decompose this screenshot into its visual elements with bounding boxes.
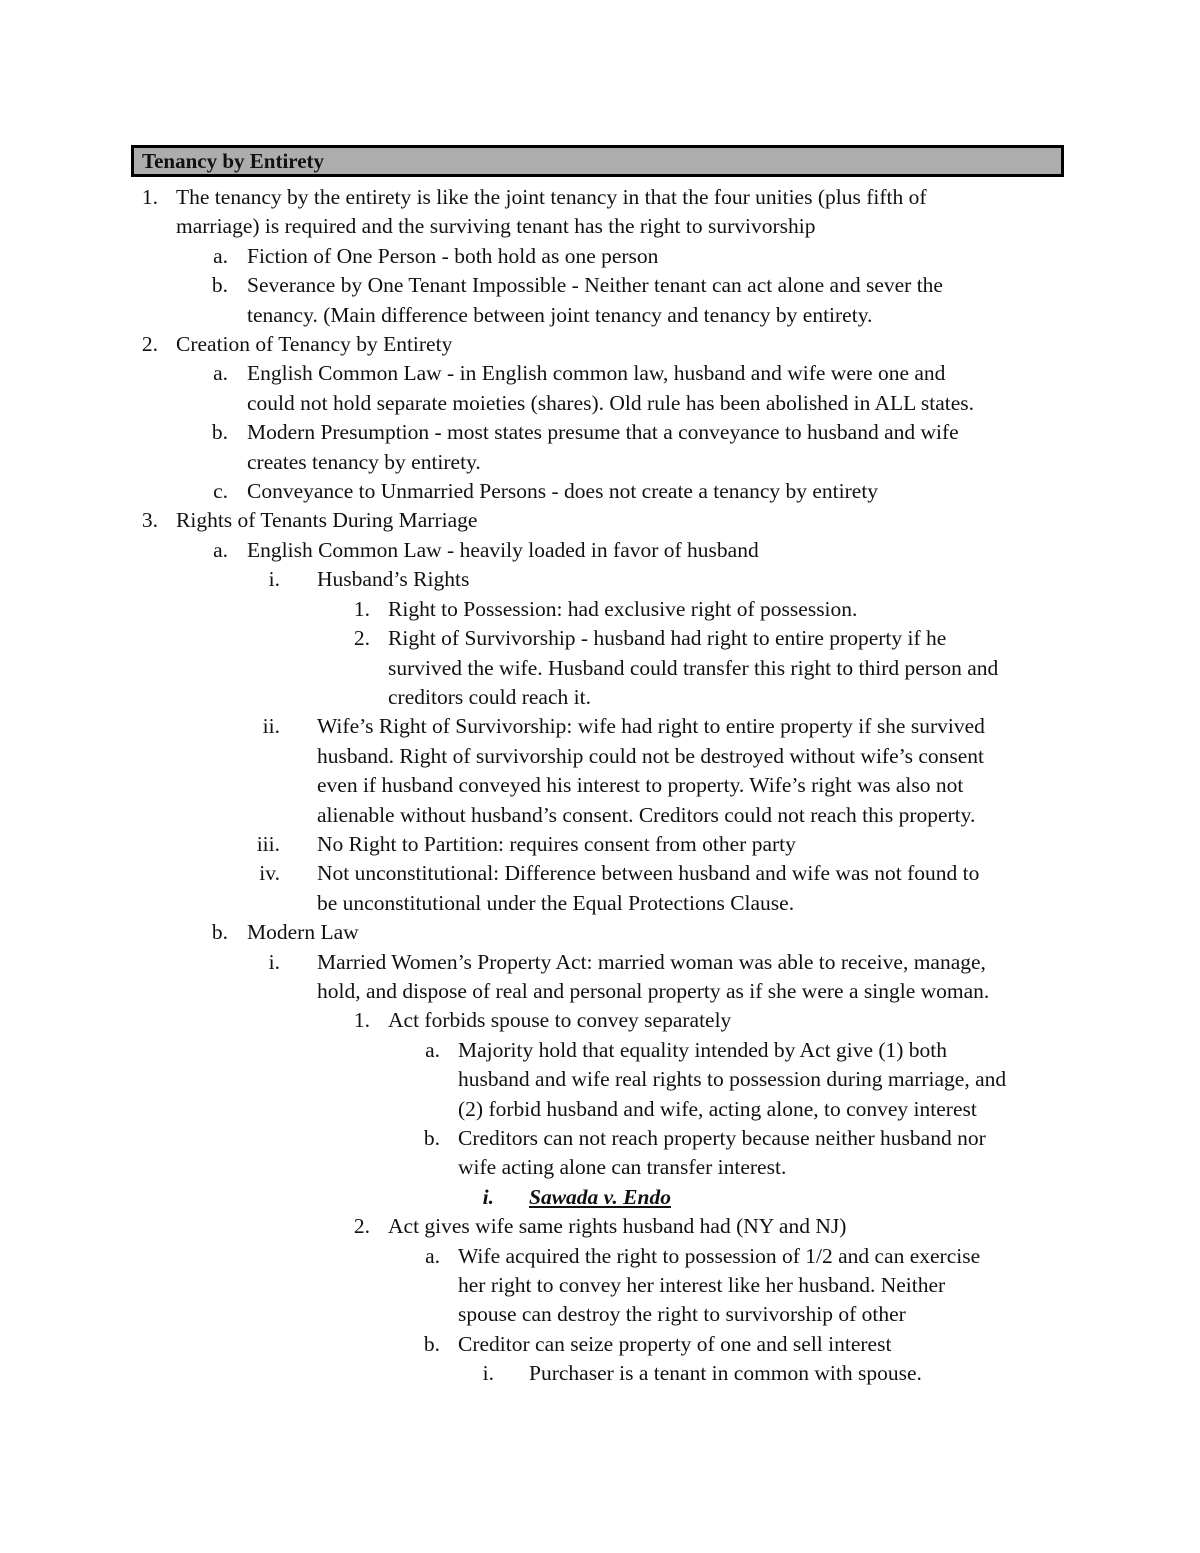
list-marker: c. [213,479,228,504]
outline-line [0,859,1200,888]
list-marker [0,771,280,800]
list-item-text: Wife acquired the right to possession of 1/2 and can exercise [458,1243,981,1268]
list-item-text: No Right to Partition: requires consent from other party [317,831,796,856]
outline-line [0,830,1200,859]
outline-line [0,1330,1200,1359]
list-item-text: spouse can destroy the right to survivorship of other [458,1302,906,1327]
outline-line [0,1153,1200,1182]
list-item-text: Majority hold that equality intended by Act give (1) both [458,1037,948,1062]
list-item-text: Act forbids spouse to convey separately [388,1008,732,1033]
list-item-text: Creditors can not reach property because neither husband nor [458,1126,986,1150]
list-marker: i. [268,949,280,974]
list-item-text: even if husband conveyed his interest to property. Wife’s right was also not [317,773,964,798]
list-item-text: hold, and dispose of real and personal property as if she were a single woman. [317,978,990,1003]
outline-line [0,683,1200,712]
list-item-text: Severance by One Tenant Impossible - Neither tenant can act alone and sever the [247,273,943,298]
outline-line [0,1095,1200,1124]
list-marker [0,977,280,1006]
list-item-text: creditors could reach it. [388,684,591,709]
outline-line [0,212,1200,241]
list-marker [0,889,280,918]
outline-line [0,330,1200,359]
list-item-text: wife acting alone can transfer interest. [458,1155,787,1180]
outline-line [0,536,1200,565]
outline-line [0,1065,1200,1094]
list-item-text: husband and wife real rights to possession during marriage, and [458,1067,1007,1092]
list-item-text: creates tenancy by entirety. [247,449,481,474]
list-item-text: be unconstitutional under the Equal Protections Clause. [317,890,795,915]
list-item-text: Modern Presumption - most states presume that a conveyance to husband and wife [247,420,959,445]
list-item-text: could not hold separate moieties (shares). Old rule has been abolished in ALL states. [247,390,975,415]
list-marker: iv. [259,861,280,886]
list-marker [0,1065,440,1094]
list-marker: 1. [141,185,158,209]
list-marker: b. [211,420,228,445]
list-marker: b. [423,1126,440,1150]
list-item-text: Purchaser is a tenant in common with spouse. [529,1361,922,1386]
list-marker [0,1153,440,1182]
list-item-text: Rights of Tenants During Marriage [176,508,478,533]
case-citation [0,1183,1200,1212]
list-marker [0,1300,440,1329]
list-marker: a. [425,1037,440,1062]
outline-line [0,1242,1200,1271]
list-marker: a. [425,1243,440,1268]
list-marker [0,448,228,477]
list-item-text: Married Women’s Property Act: married woman was able to receive, manage, [317,949,986,974]
list-item-text: Creditor can seize property of one and sell interest [458,1331,892,1356]
outline-line [0,771,1200,800]
list-item-text: survived the wife. Husband could transfer this right to third person and [388,655,999,680]
list-marker [0,212,158,241]
list-item-text: husband. Right of survivorship could not be destroyed without wife’s consent [317,743,985,768]
outline-line [0,742,1200,771]
outline-line [0,1300,1200,1329]
list-marker: i. [482,1361,494,1386]
list-marker [0,654,370,683]
outline-line [0,801,1200,830]
list-marker: 1. [353,1008,370,1033]
outline-line [0,1006,1200,1035]
outline-line [0,918,1200,947]
list-item-text: Creation of Tenancy by Entirety [176,332,453,357]
outline-line [0,506,1200,535]
outline-list [0,183,1200,1389]
list-marker: 2. [141,332,158,357]
outline-line [0,271,1200,300]
list-item-text: alienable without husband’s consent. Creditors could not reach this property. [317,802,976,827]
outline-line [0,183,1200,212]
outline-line [0,1271,1200,1300]
list-item-text: Conveyance to Unmarried Persons - does not create a tenancy by entirety [247,479,879,504]
outline-line [0,624,1200,653]
list-marker [0,742,280,771]
list-marker: 2. [353,1214,370,1239]
list-item-text: Not unconstitutional: Difference between husband and wife was not found to [317,861,980,886]
list-marker: b. [211,920,228,945]
list-item-text: marriage) is required and the surviving tenant has the right to survivorship [176,214,816,239]
list-marker: ii. [262,714,280,739]
list-marker: i. [268,567,280,592]
list-item-text: tenancy. (Main difference between joint tenancy and tenancy by entirety. [247,302,873,327]
list-marker: i. [482,1184,494,1209]
list-marker: 3. [141,508,158,533]
list-item-text: Fiction of One Person - both hold as one person [247,243,659,268]
list-marker [0,389,228,418]
list-item-text: (2) forbid husband and wife, acting alone, to convey interest [458,1096,977,1121]
list-item-text: her right to convey her interest like her husband. Neither [458,1273,946,1298]
section-heading: Tenancy by Entirety [131,145,1064,177]
outline-line [0,565,1200,594]
outline-line [0,977,1200,1006]
list-marker: 2. [353,626,370,651]
list-marker: a. [213,361,228,386]
outline-line [0,389,1200,418]
list-item-text: English Common Law - heavily loaded in favor of husband [247,537,759,562]
list-marker: a. [213,537,228,562]
list-item-text: Modern Law [247,920,359,945]
outline-line [0,301,1200,330]
list-item-text: Right to Possession: had exclusive right of possession. [388,596,858,621]
list-marker: b. [211,273,228,298]
list-marker: iii. [256,831,280,856]
list-item-text: Right of Survivorship - husband had right to entire property if he [388,626,947,651]
list-marker [0,1095,440,1124]
outline-line [0,712,1200,741]
list-marker [0,801,280,830]
outline-line [0,448,1200,477]
outline-line [0,1036,1200,1065]
list-item-text: Wife’s Right of Survivorship: wife had right to entire property if she survived [317,714,985,739]
outline-line [0,889,1200,918]
list-marker: b. [423,1331,440,1356]
list-marker: a. [213,243,228,268]
outline-line [0,418,1200,447]
outline-line [0,654,1200,683]
outline-line [0,1359,1200,1388]
list-item-text: English Common Law - in English common law, husband and wife were one and [247,361,946,386]
list-item-text: Act gives wife same rights husband had (NY and NJ) [388,1214,847,1239]
outline-line [0,1212,1200,1241]
list-item-text: Sawada v. Endo [529,1184,671,1209]
outline-line [0,948,1200,977]
list-marker: 1. [353,596,370,621]
list-item-text: Husband’s Rights [317,567,470,592]
list-item-text: The tenancy by the entirety is like the joint tenancy in that the four unities (plus fifth of [176,185,927,209]
list-marker [0,1271,440,1300]
list-marker [0,301,228,330]
outline-line [0,1124,1200,1153]
list-marker [0,683,370,712]
outline-line [0,359,1200,388]
outline-line [0,477,1200,506]
outline-line [0,242,1200,271]
outline-line [0,595,1200,624]
